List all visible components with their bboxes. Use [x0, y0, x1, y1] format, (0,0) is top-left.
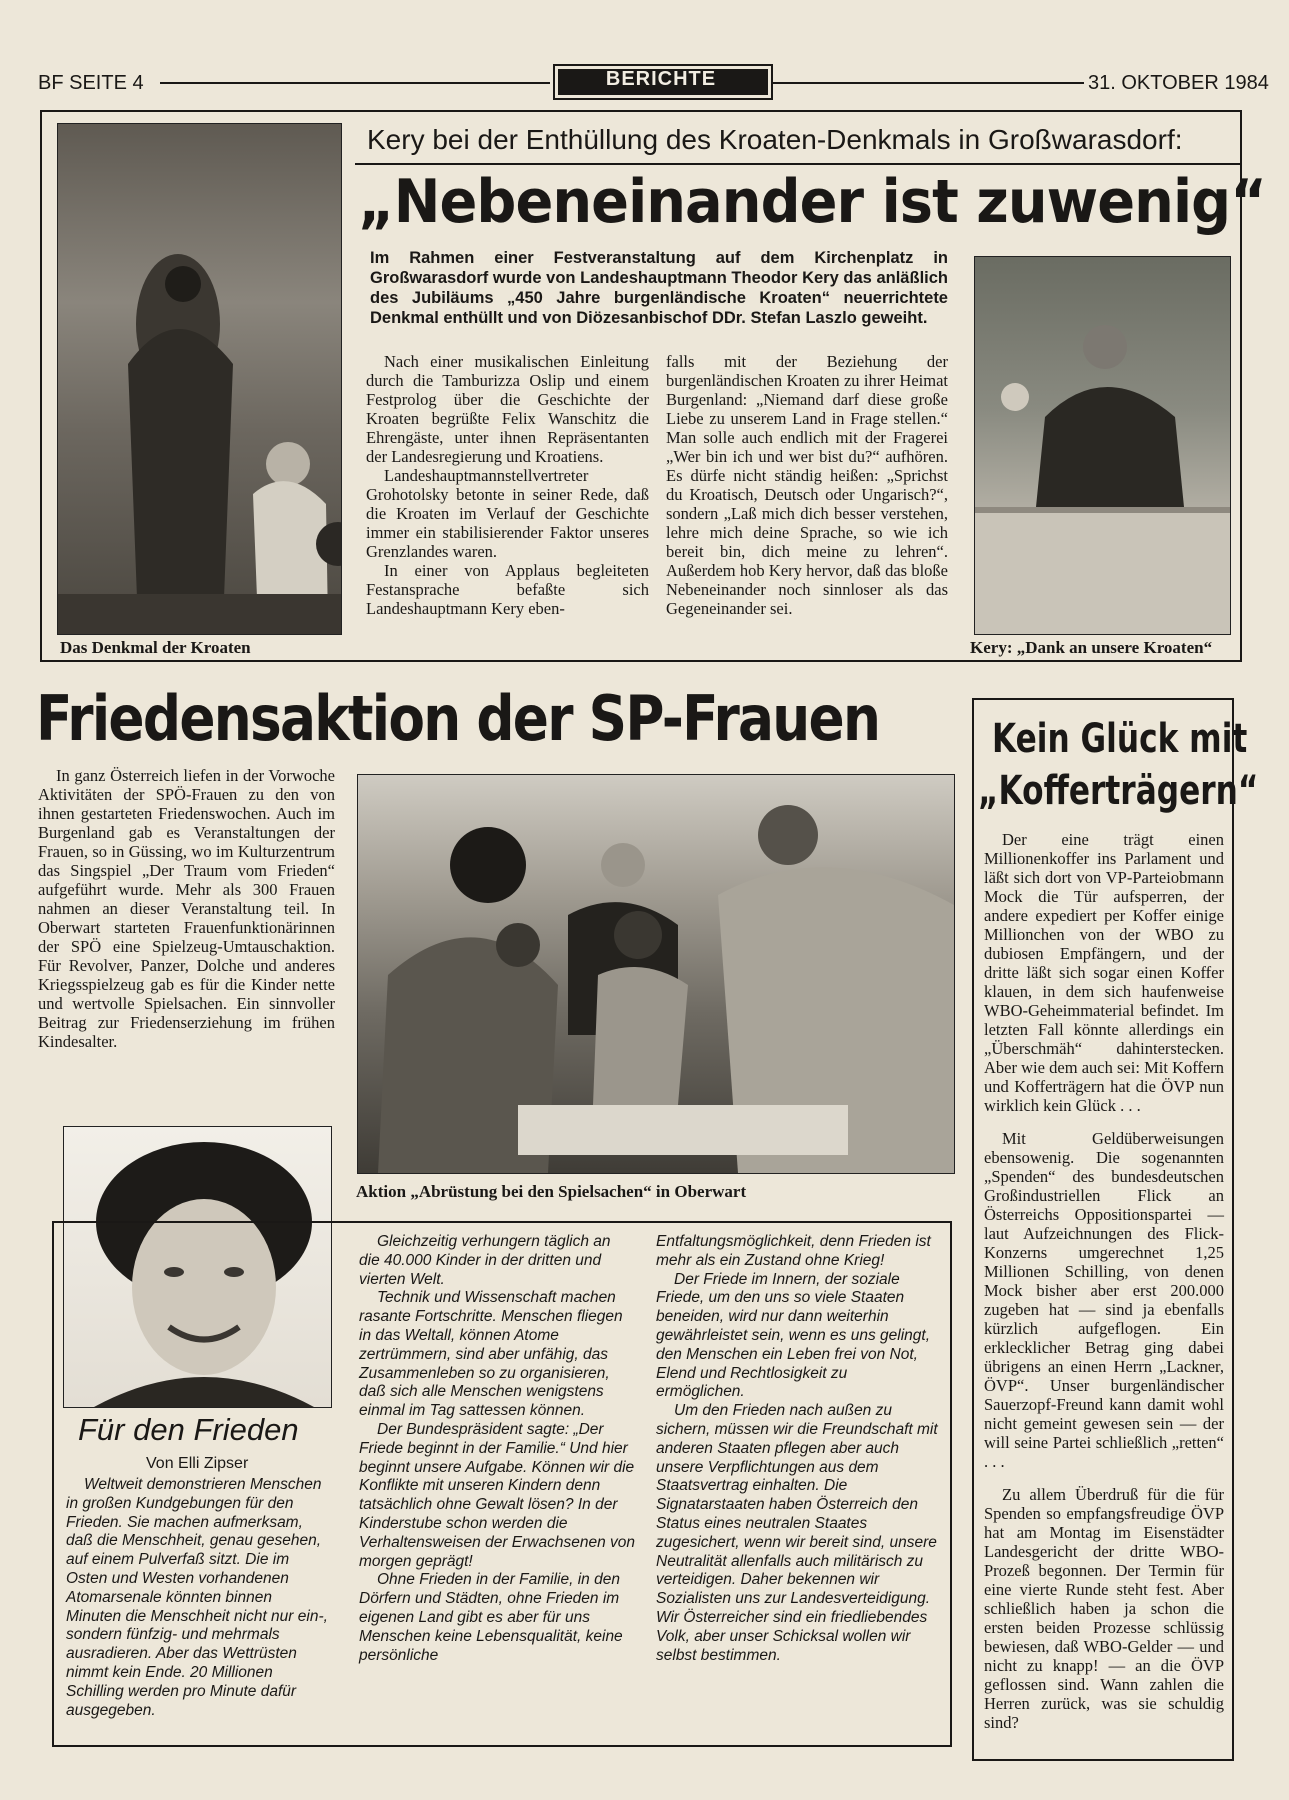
article3-col2-p1: Gleichzeitig verhungern täglich an die 40.000 Kinder in der dritten und vierten Welt. [359, 1233, 611, 1288]
toy-exchange-photo-image [358, 775, 954, 1173]
article1-col2 [666, 352, 948, 618]
article1-lead: Im Rahmen einer Festveranstaltung auf dem Kirchenplatz in Großwarasdorf wurde von Landeshauptmann Theodor Kery das anläßlich des Jubiläums „450 Jahre burgenländische Kroaten“ neuerrichtete Denkmal enthüllt und von Diözesanbischof DDr. Stefan Laszlo geweiht. [370, 249, 948, 327]
article2-headline: Friedensaktion der SP-Frauen [36, 682, 880, 755]
article4-p1: Der eine trägt einen Millionenkoffer ins Parlament und läßt sich dort von VP-Parteiobmann Mock die Tür aufsperren, der andere expediert per Koffer einige Millionchen von der WBO zu dubiosen Empfängern, und der dritte läßt sich sogar einen Koffer klauen, in dem sich haufenweise WBO-Geheimmaterial befindet. Im letzten Fall könnte allerdings ein „Überschmäh“ dahinterstecken. Aber wie dem auch sei: Mit Koffern und Kofferträgern hat die ÖVP nun wirklich kein Glück . . . [984, 830, 1224, 1115]
article3-col1-p1: Weltweit demonstrieren Menschen in großen Kundgebungen für den Frieden. Sie machen aufmerksam, daß die Menschheit, genau gesehen, auf einem Pulverfaß sitzt. Die im Osten und Westen vorhandenen Atomarsenale könnten binnen Minuten die Menschheit nicht nur ein-, sondern fünfzig- und mehrmals ausradieren. Aber das Wettrüsten nimmt kein Ende. 20 Millionen Schilling werden pro Minute dafür ausgegeben. [66, 1476, 328, 1719]
kery-caption: Kery: „Dank an unsere Kroaten“ [970, 638, 1213, 657]
kery-speech-photo-image [975, 257, 1230, 634]
article4-headline-line2: „Kofferträgern“ [978, 768, 1259, 814]
article1-col1-p1: Nach einer musikalischen Einleitung durch die Tamburizza Oslip und einem Festprolog über die Geschichte der Kroaten begrüßte Felix Wanschitz die Ehrengäste, unter ihnen Repräsentanten der Landesregierung und Kroatiens. [366, 352, 649, 466]
page-label: BF SEITE 4 [38, 72, 144, 94]
article4-p2: Mit Geldüberweisungen ebensowenig. Die sogenannten „Spenden“ des bundesdeutschen Großindustriellen Flick an Österreichs Oppositionspartei — laut Aufzeichnungen des Flick-Konzerns umgerechnet 1,25 Millionen Schilling, von denen Mock bisher aber erst 200.000 zugeben hat — sind ja ebenfalls kürzlich aufgeflogen. Ein erklecklicher Betrag ging dabei übrigens an einen Herrn „Lackner, ÖVP“. Unser burgenländischer Sauerzopf-Freund kann damit wohl nicht gemeint gewesen sein — der will seine Partei schließlich „retten“ . . . [984, 1129, 1224, 1471]
header-rule-left [160, 82, 550, 84]
article4-body [984, 830, 1224, 1732]
article1-col1-p3: In einer von Applaus begleiteten Festansprache befaßte sich Landeshauptmann Kery eben- [366, 561, 649, 618]
kery-speech-photo [974, 256, 1231, 635]
issue-date: 31. OKTOBER 1984 [1088, 72, 1269, 94]
article3-title: Für den Frieden [78, 1412, 299, 1447]
article1-col1-p2: Landeshauptmannstellvertreter Grohotolsky betonte in seiner Rede, daß die Kroaten im Verlauf der Geschichte immer ein stabilisierender Faktor unseres Grenzlandes waren. [366, 466, 649, 561]
article3-col2 [359, 1233, 635, 1665]
article3-col3-p1: Entfaltungsmöglichkeit, denn Frieden ist mehr als ein Zustand ohne Krieg! [656, 1233, 931, 1269]
toy-exchange-photo [357, 774, 955, 1174]
section-label: BERICHTE [605, 68, 717, 90]
article3-byline: Von Elli Zipser [146, 1455, 249, 1472]
article2-body [38, 766, 335, 1051]
article3-col2-p2: Technik und Wissenschaft machen rasante Fortschritte. Menschen fliegen in das Weltall, können Atome zertrümmern, sind aber unfähig, das Zusammenleben so zu organisieren, daß sich alle Menschen wenigstens einmal im Tag sattessen können. [359, 1289, 623, 1420]
toy-exchange-caption: Aktion „Abrüstung bei den Spielsachen“ in Oberwart [356, 1182, 747, 1201]
monument-caption: Das Denkmal der Kroaten [60, 638, 251, 657]
article3-col3-p2: Der Friede im Innern, der soziale Friede, um den uns so viele Staaten beneiden, wird nur dann weiterhin gewährleistet sein, wenn es uns gelingt, den Menschen ein Leben frei von Not, Elend und Rechtlosigkeit zu ermöglichen. [656, 1270, 930, 1401]
article3-col3 [656, 1233, 939, 1665]
article3-col2-p4: Ohne Frieden in der Familie, in den Dörfern und Städten, ohne Frieden im eigenen Land gibt es aber für uns Menschen keine Lebensqualität, keine persönliche [359, 1571, 623, 1664]
article2-body-text: In ganz Österreich liefen in der Vorwoche Aktivitäten der SPÖ-Frauen zu den von ihnen gestarteten Friedenswochen. Auch im Burgenland gab es Veranstaltungen der Frauen, so in Güssing, wo im Kulturzentrum das Singspiel „Der Traum vom Frieden“ aufgeführt wurde. Mehr als 300 Frauen nahmen an dieser Veranstaltung teil. In Oberwart starteten Frauenfunktionärinnen der SPÖ eine Spielzeug-Umtauschaktion. Für Revolver, Panzer, Dolche und anderes Kriegsspielzeug gab es für die Kinder nette und wertvolle Spielsachen. Ein sinnvoller Beitrag zur Friedenserziehung im frühen Kindesalter. [38, 766, 335, 1051]
monument-photo-image [58, 124, 341, 634]
header-rule-right [772, 82, 1084, 84]
article1-col1 [366, 352, 649, 618]
article1-kicker: Kery bei der Enthüllung des Kroaten-Denkmals in Großwarasdorf: [367, 124, 1183, 155]
article1-col2-p1: falls mit der Beziehung der burgenländischen Kroaten zu ihrer Heimat Burgenland: „Niemand darf diese große Liebe zu unserem Land in Frage stellen.“ Man solle auch endlich mit der Fragerei „Wer bin ich und wer bist du?“ aufhören. Es dürfe nicht ständig heißen: „Sprichst du Kroatisch, Deutsch oder Ungarisch?“, sondern „Laß mich dich besser verstehen, lehre mich deine Sprache, so wie ich bereit bin, dich meine zu lehren“. Außerdem hob Kery hervor, daß das bloße Nebeneinander noch sinnloser als das Gegeneinander sei. [666, 352, 948, 618]
article4-headline-line1: Kein Glück mit [992, 716, 1248, 762]
article3-col2-p3: Der Bundespräsident sagte: „Der Friede beginnt in der Familie.“ Und hier beginnt unsere Aufgabe. Können wir die Konflikte mit unseren Kindern denn tatsächlich ohne Gewalt lösen? In der Kinderstube schon werden die Verhaltensweisen der Erwachsenen von morgen geprägt! [359, 1420, 636, 1570]
monument-photo [57, 123, 342, 635]
article1-headline: „Nebeneinander ist zuwenig“ [358, 167, 1266, 237]
article3-col1 [66, 1476, 328, 1720]
article3-col3-p3: Um den Frieden nach außen zu sichern, müssen wir die Freundschaft mit anderen Staaten pflegen aber auch unsere Verpflichtungen aus dem Staatsvertrag einhalten. Die Signatarstaaten haben Österreich den Status eines neutralen Staates zugesichert, wenn wir bereit sind, unsere Neutralität allenfalls auch militärisch zu verteidigen. Daher bekennen wir Sozialisten uns zur Landesverteidigung. Wir Österreicher sind ein friedliebendes Volk, aber unser Schicksal wollen wir selbst bestimmen. [656, 1402, 938, 1664]
article4-p3: Zu allem Überdruß für die für Spenden so empfangsfreudige ÖVP hat am Montag im Eisenstädter Landesgericht der dritte WBO-Prozeß begonnen. Der Termin für eine vierte Runde steht fest. Aber schließlich haben ja schon die ersten beiden Prozesse schlüssig bewiesen, daß WBO-Gelder — und nicht zu knapp! — an die ÖVP geflossen sind. Wann zahlen die Herren zurück, was sie schuldig sind? [984, 1485, 1224, 1732]
